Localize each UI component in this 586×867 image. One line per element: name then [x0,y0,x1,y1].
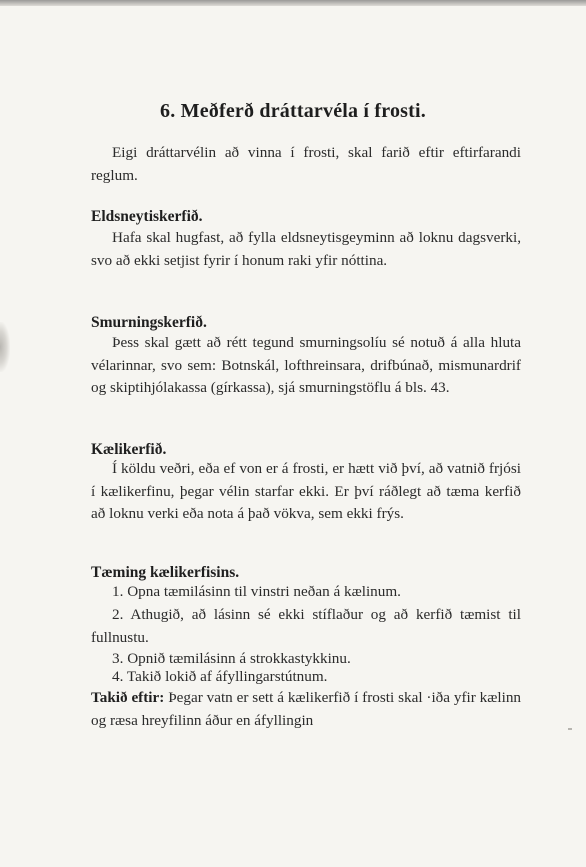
section-body-fuel: Hafa skal hugfast, að fylla eldsneytisgeyminn að loknu dagsverki, svo að ekki setjist fyrir í honum raki yfir nóttina. [91,229,521,269]
list-item: 2. Athugið, að lásinn sé ekki stíflaður og að kerfið tæmist til fullnustu. [91,606,521,646]
section-body-cooling: Í köldu veðri, eða ef von er á frosti, er hætt við því, að vatnið frjósi í kælikerfinu, þegar vélin starfar ekki. Er því ráðlegt að tæma kerfið að loknu verki eða nota á það vökva, sem ekki frýs. [91,460,521,522]
section-heading-cooling: Kælikerfið. [91,441,167,458]
list-item: 4. Takið lokið af áfyllingarstútnum. [112,668,328,685]
section-heading-lubrication: Smurningskerfið. [91,314,207,331]
page-title: 6. Meðferð dráttarvéla í frosti. [160,100,426,122]
list-item: 3. Opnið tæmilásinn á strokkastykkinu. [112,650,351,667]
note-text: Þegar vatn er sett á kælikerfið í frosti skal ·iða yfir kælinn og ræsa hreyfilinn áður en áfyllingin [91,689,522,729]
intro-paragraph: Eigi dráttarvélin að vinna í frosti, skal farið eftir eftirfarandi reglum. [91,144,521,184]
page-top-edge [0,0,586,6]
section-heading-draining: Tæming kælikerfisins. [91,564,240,581]
note-paragraph [91,687,521,732]
section-heading-fuel: Eldsneytiskerfið. [91,208,203,225]
scan-blemish [0,322,10,372]
note-label: Takið eftir: [91,689,165,706]
scan-speck [568,728,572,730]
section-body-lubrication: Þess skal gætt að rétt tegund smurningsolíu sé notuð á alla hluta vélarinnar, svo sem: Botnskál, lofthreinsara, drifbúnað, mismunardrif og skiptihjólakassa (gírkassa), sjá smurningstöflu á bls. 43. [91,334,521,396]
list-item: 1. Opna tæmilásinn til vinstri neðan á kælinum. [112,583,401,600]
